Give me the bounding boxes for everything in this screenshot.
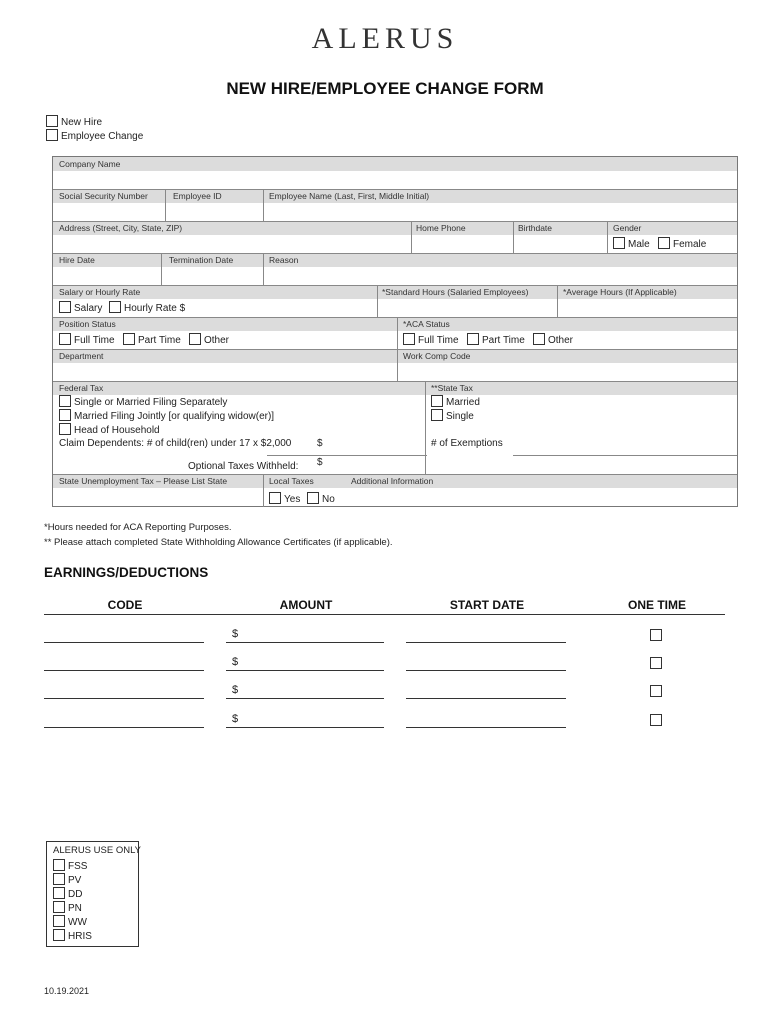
amount-field-1[interactable] <box>226 642 384 643</box>
gender-male-option[interactable] <box>613 237 650 250</box>
pv-label: PV <box>68 875 82 886</box>
ssn-field[interactable] <box>55 204 163 220</box>
fed-married-checkbox[interactable] <box>59 409 71 421</box>
state-unemployment-label: State Unemployment Tax – Please List State <box>59 476 228 486</box>
start-date-header: START DATE <box>449 598 525 612</box>
fed-married-label: Married Filing Jointly [or qualifying widow(er)] <box>74 411 275 422</box>
position-part-time-label: Part Time <box>138 335 181 346</box>
salary-checkbox[interactable] <box>59 301 71 313</box>
one-time-checkbox-3[interactable] <box>650 685 662 697</box>
one-time-checkbox-2[interactable] <box>650 657 662 669</box>
female-checkbox[interactable] <box>658 237 670 249</box>
state-married-option[interactable] <box>431 395 480 408</box>
code-field-3[interactable] <box>44 698 204 699</box>
state-married-checkbox[interactable] <box>431 395 443 407</box>
employee-info-form <box>52 156 738 507</box>
salary-label: Salary <box>74 303 103 314</box>
employee-change-option[interactable] <box>46 129 143 142</box>
amount-dollar-2: $ <box>232 656 239 668</box>
male-checkbox[interactable] <box>613 237 625 249</box>
dd-option[interactable] <box>53 887 82 900</box>
code-field-4[interactable] <box>44 727 204 728</box>
employee-change-checkbox[interactable] <box>46 129 58 141</box>
fss-option[interactable] <box>53 859 87 872</box>
claim-dependents-label: Claim Dependents: # of child(ren) under 17 x $2,000 <box>59 438 292 449</box>
start-date-field-1[interactable] <box>406 642 566 643</box>
fed-head-checkbox[interactable] <box>59 423 71 435</box>
amount-field-2[interactable] <box>226 670 384 671</box>
local-taxes-label: Local Taxes <box>269 476 314 486</box>
one-time-checkbox-4[interactable] <box>650 714 662 726</box>
aca-part-time-checkbox[interactable] <box>467 333 479 345</box>
ww-checkbox[interactable] <box>53 915 65 927</box>
code-header: CODE <box>107 598 143 612</box>
employee-id-label: Employee ID <box>173 191 222 201</box>
alerus-logo: ALERUS <box>311 22 459 55</box>
local-yes-label: Yes <box>284 494 301 505</box>
position-full-time-option[interactable] <box>59 333 115 346</box>
employee-change-label: Employee Change <box>61 131 144 142</box>
alerus-use-title: ALERUS USE ONLY <box>53 845 141 856</box>
amount-dollar-4: $ <box>232 713 239 725</box>
local-no-label: No <box>322 494 335 505</box>
form-title: NEW HIRE/EMPLOYEE CHANGE FORM <box>226 79 544 98</box>
fss-checkbox[interactable] <box>53 859 65 871</box>
employee-name-field[interactable] <box>265 204 735 220</box>
start-date-field-2[interactable] <box>406 670 566 671</box>
optional-taxes-dollar: $ <box>317 457 323 468</box>
local-yes-checkbox[interactable] <box>269 492 281 504</box>
company-name-field[interactable] <box>55 172 735 188</box>
start-date-field-4[interactable] <box>406 727 566 728</box>
aca-full-time-option[interactable] <box>403 333 459 346</box>
aca-part-time-option[interactable] <box>467 333 525 346</box>
position-other-option[interactable] <box>189 333 229 346</box>
fed-married-option[interactable] <box>59 409 274 422</box>
new-hire-option[interactable] <box>46 115 102 128</box>
form-revision-date: 10.19.2021 <box>44 986 90 996</box>
fed-single-option[interactable] <box>59 395 227 408</box>
state-single-label: Single <box>446 411 474 422</box>
position-full-time-checkbox[interactable] <box>59 333 71 345</box>
company-name-label: Company Name <box>59 159 121 169</box>
position-full-time-label: Full Time <box>74 335 115 346</box>
dd-checkbox[interactable] <box>53 887 65 899</box>
employee-id-field[interactable] <box>167 204 261 220</box>
local-no-checkbox[interactable] <box>307 492 319 504</box>
hris-option[interactable] <box>53 929 92 942</box>
aca-status-label: *ACA Status <box>403 319 450 329</box>
local-yes-option[interactable] <box>269 492 300 505</box>
amount-dollar-1: $ <box>232 628 239 640</box>
gender-female-option[interactable] <box>658 237 706 250</box>
earnings-header-rule <box>44 614 725 615</box>
pn-option[interactable] <box>53 901 82 914</box>
fed-single-label: Single or Married Filing Separately <box>74 397 228 408</box>
hris-label: HRIS <box>68 931 92 942</box>
fed-head-option[interactable] <box>59 423 160 436</box>
hourly-rate-option[interactable] <box>109 301 185 314</box>
fed-head-label: Head of Household <box>74 425 160 436</box>
male-label: Male <box>628 239 650 250</box>
claim-dependents-dollar: $ <box>317 438 323 449</box>
hire-date-label: Hire Date <box>59 255 95 265</box>
dd-label: DD <box>68 889 83 900</box>
hris-checkbox[interactable] <box>53 929 65 941</box>
amount-field-3[interactable] <box>226 698 384 699</box>
address-label: Address (Street, City, State, ZIP) <box>59 223 183 233</box>
aca-hours-note: *Hours needed for ACA Reporting Purposes. <box>44 522 232 533</box>
aca-part-time-label: Part Time <box>482 335 525 346</box>
hourly-rate-checkbox[interactable] <box>109 301 121 313</box>
federal-tax-label: Federal Tax <box>59 383 104 393</box>
birthdate-label: Birthdate <box>518 223 553 233</box>
ssn-label: Social Security Number <box>59 191 148 201</box>
start-date-field-3[interactable] <box>406 698 566 699</box>
pv-checkbox[interactable] <box>53 873 65 885</box>
aca-other-label: Other <box>548 335 574 346</box>
fss-label: FSS <box>68 861 88 872</box>
position-other-label: Other <box>204 335 230 346</box>
aca-other-checkbox[interactable] <box>533 333 545 345</box>
department-field[interactable] <box>55 364 395 380</box>
ww-label: WW <box>68 917 87 928</box>
state-withholding-note: ** Please attach completed State Withholding Allowance Certificates (if applicable). <box>44 537 393 548</box>
one-time-header: ONE TIME <box>627 598 686 612</box>
state-single-checkbox[interactable] <box>431 409 443 421</box>
aca-full-time-label: Full Time <box>418 335 459 346</box>
amount-header: AMOUNT <box>279 598 333 612</box>
code-field-2[interactable] <box>44 670 204 671</box>
amount-field-4[interactable] <box>226 727 384 728</box>
additional-info-label: Additional Information <box>351 476 434 486</box>
aca-full-time-checkbox[interactable] <box>403 333 415 345</box>
position-part-time-option[interactable] <box>123 333 181 346</box>
termination-date-label: Termination Date <box>169 255 234 265</box>
average-hours-label: *Average Hours (If Applicable) <box>563 287 677 297</box>
exemptions-label: # of Exemptions <box>431 438 503 449</box>
state-single-option[interactable] <box>431 409 474 422</box>
standard-hours-label: *Standard Hours (Salaried Employees) <box>382 287 529 297</box>
new-hire-label: New Hire <box>61 117 103 128</box>
new-hire-checkbox[interactable] <box>46 115 58 127</box>
work-comp-field[interactable] <box>399 364 735 380</box>
salary-rate-label: Salary or Hourly Rate <box>59 287 141 297</box>
position-status-label: Position Status <box>59 319 116 329</box>
position-part-time-checkbox[interactable] <box>123 333 135 345</box>
optional-taxes-label: Optional Taxes Withheld: <box>188 461 299 472</box>
alerus-use-only-box <box>46 841 139 947</box>
state-tax-label: **State Tax <box>431 383 473 393</box>
fed-single-checkbox[interactable] <box>59 395 71 407</box>
hourly-rate-label: Hourly Rate $ <box>124 303 186 314</box>
position-other-checkbox[interactable] <box>189 333 201 345</box>
home-phone-label: Home Phone <box>416 223 466 233</box>
gender-label: Gender <box>613 223 642 233</box>
pv-option[interactable] <box>53 873 81 886</box>
earnings-section-title: EARNINGS/DEDUCTIONS <box>44 565 209 580</box>
reason-label: Reason <box>269 255 299 265</box>
state-married-label: Married <box>446 397 480 408</box>
code-field-1[interactable] <box>44 642 204 643</box>
one-time-checkbox-1[interactable] <box>650 629 662 641</box>
aca-other-option[interactable] <box>533 333 573 346</box>
amount-dollar-3: $ <box>232 684 239 696</box>
local-no-option[interactable] <box>307 492 335 505</box>
employee-name-label: Employee Name (Last, First, Middle Initial) <box>269 191 430 201</box>
salary-option[interactable] <box>59 301 102 314</box>
ww-option[interactable] <box>53 915 87 928</box>
department-label: Department <box>59 351 104 361</box>
work-comp-label: Work Comp Code <box>403 351 471 361</box>
pn-checkbox[interactable] <box>53 901 65 913</box>
pn-label: PN <box>68 903 82 914</box>
female-label: Female <box>673 239 707 250</box>
